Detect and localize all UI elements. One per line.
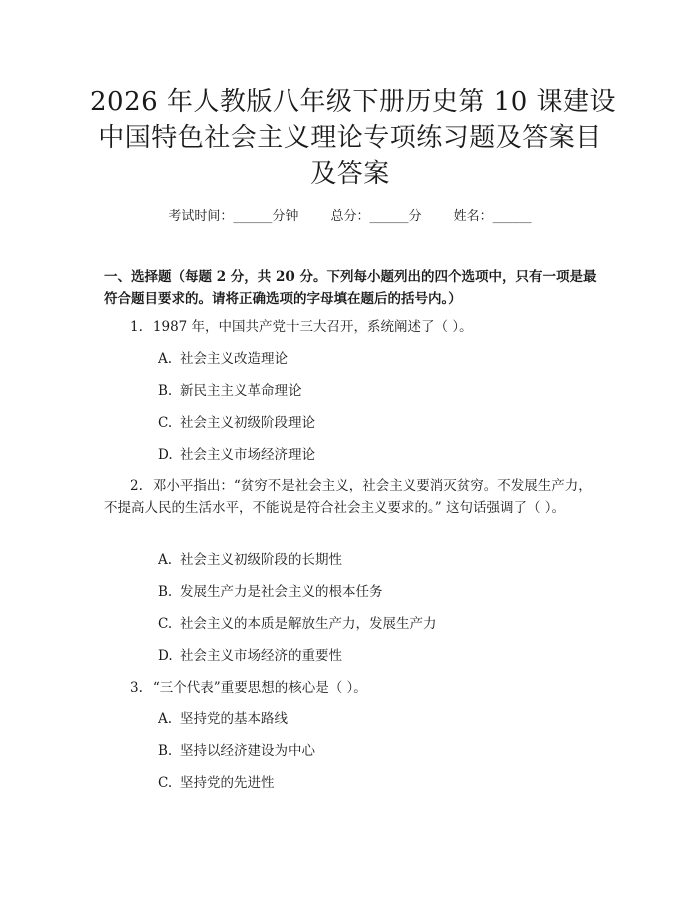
option-letter: C. — [158, 415, 173, 431]
question-text: “三个代表”重要思想的核心是（ ）。 — [152, 680, 367, 696]
section-heading: 一、选择题（每题 2 分，共 20 分。下列每小题列出的四个选项中，只有一项是最符合题目要求的。请将正确选项的字母填在题后的括号内。） — [104, 269, 597, 307]
question-number: 1. — [130, 319, 143, 335]
option-b — [158, 581, 383, 603]
option-text: 社会主义的本质是解放生产力，发展生产力 — [180, 616, 437, 632]
option-text: 社会主义初级阶段的长期性 — [180, 552, 342, 568]
option-d — [158, 645, 342, 667]
option-letter: A. — [158, 711, 173, 727]
exam-time: 考试时间：______分钟 — [168, 209, 299, 224]
title-line-2: 中国特色社会主义理论专项练习题及答案目 — [98, 123, 602, 153]
option-a — [158, 348, 288, 370]
option-letter: C. — [158, 775, 173, 791]
title-line-1: 2026 年人教版八年级下册历史第 10 课建设 — [90, 87, 617, 117]
option-letter: C. — [158, 616, 173, 632]
option-c — [158, 613, 437, 635]
question-number: 3. — [130, 680, 143, 696]
question-3 — [104, 677, 596, 699]
option-letter: A. — [158, 351, 173, 367]
option-text: 社会主义市场经济的重要性 — [180, 648, 342, 664]
question-number: 2. — [130, 478, 143, 494]
option-text: 社会主义市场经济理论 — [180, 447, 315, 463]
option-text: 社会主义改造理论 — [180, 351, 288, 367]
option-text: 新民主主义革命理论 — [180, 383, 302, 399]
option-c — [158, 412, 315, 434]
question-1 — [104, 316, 596, 338]
document-title — [90, 84, 617, 192]
option-a — [158, 708, 288, 730]
option-letter: B. — [158, 584, 173, 600]
question-2 — [104, 475, 596, 519]
option-letter: A. — [158, 552, 173, 568]
option-c — [158, 772, 275, 794]
option-text: 坚持以经济建设为中心 — [180, 743, 315, 759]
title-line-3: 及答案 — [310, 159, 390, 189]
option-text: 发展生产力是社会主义的根本任务 — [180, 584, 383, 600]
option-a — [158, 549, 342, 571]
student-name: 姓名：______ — [453, 209, 532, 224]
question-text: 邓小平指出：“贫穷不是社会主义，社会主义要消灭贫穷。不发展生产力，不提高人民的生活水平，不能说是符合社会主义要求的。” 这句话强调了（ ）。 — [104, 478, 592, 516]
option-b — [158, 740, 315, 762]
option-text: 社会主义初级阶段理论 — [180, 415, 315, 431]
option-d — [158, 444, 315, 466]
option-letter: D. — [158, 648, 173, 664]
exam-meta — [0, 205, 700, 224]
option-text: 坚持党的基本路线 — [180, 711, 288, 727]
option-letter: B. — [158, 383, 173, 399]
option-letter: B. — [158, 743, 173, 759]
option-letter: D. — [158, 447, 173, 463]
exam-total-score: 总分：______分 — [330, 209, 422, 224]
option-text: 坚持党的先进性 — [180, 775, 275, 791]
option-b — [158, 380, 302, 402]
question-text: 1987 年，中国共产党十三大召开，系统阐述了（ ）。 — [152, 319, 473, 335]
